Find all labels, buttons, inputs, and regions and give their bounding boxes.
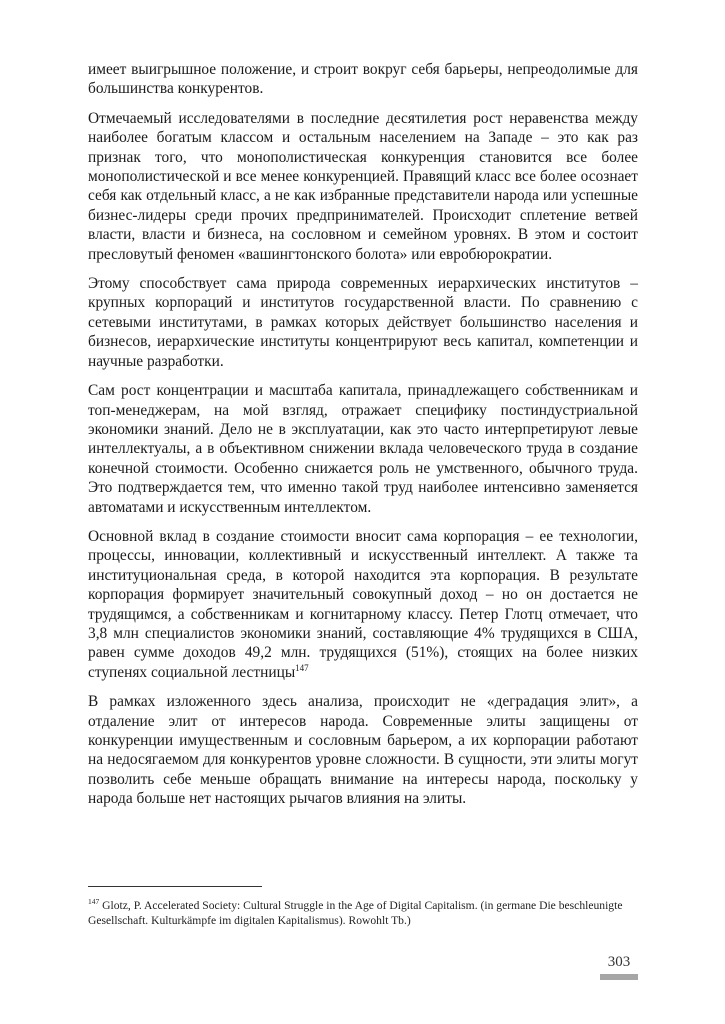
paragraph-5 (88, 527, 638, 682)
paragraph-1: имеет выигрышное положение, и строит вокруг себя барьеры, непреодолимые для большинства конкурентов. (88, 61, 638, 98)
page-body (88, 60, 638, 819)
footnote-reference[interactable]: 147 (295, 662, 309, 673)
footnote (88, 898, 638, 928)
paragraph-6: В рамках изложенного здесь анализа, происходит не «деградация элит», а отдаление элит от интересов народа. Современные элиты защищены от конкуренции имущественным и сословным барьером, а их корпорации работают на недосягаемом для конкурентов уровне сложности. В сущности, эти элиты могут позволить себе меньше обращать внимание на интересы народа, поскольку у народа больше нет настоящих рычагов влияния на элиты. (88, 693, 638, 808)
paragraph-3: Этому способствует сама природа современных иерархических институтов – крупных корпораций и институтов государственной власти. По сравнению с сетевыми институтами, в рамках которых действует большинство населения и бизнесов, иерархические институты концентрируют весь капитал, компетенции и научные разработки. (88, 275, 638, 370)
page-number-bar (600, 974, 638, 980)
footnote-divider (88, 886, 262, 887)
page-number: 303 (607, 954, 631, 970)
paragraph-2: Отмечаемый исследователями в последние десятилетия рост неравенства между наиболее богатым классом и остальным населением на Западе – это как раз признак того, что монополистическая конкуренция становится все более монополистической и все менее конкуренцией. Правящий класс все более осознает себя как отдельный класс, а не как избранные представители народа или успешные бизнес-лидеры среди прочих предпринимателей. Происходит сплетение ветвей власти, власти и бизнеса, на сословном и семейном уровнях. В этом и состоит пресловутый феномен «вашингтонского болота» или евробюрократии. (88, 109, 638, 263)
footnote-text: Glotz, P. Accelerated Society: Cultural Struggle in the Age of Digital Capitalism. (in germane Die beschleunigte Gesellschaft. Kulturkämpfe im digitalen Kapitalismus). Rowohlt Tb.) (88, 899, 623, 927)
paragraph-5-text: Основной вклад в создание стоимости вносит сама корпорация – ее технологии, процессы, инновации, коллективный и искусственный интеллект. А также та институциональная среда, в которой находится эта корпорация. В результате корпорация формирует значительный совокупный доход – но он достается не трудящимся, а собственникам и когнитарному классу. Петер Глотц отмечает, что 3,8 млн специалистов экономики знаний, составляющие 4% трудящихся в США, равен сумме доходов 49,2 млн. трудящихся (51%), стоящих на более низких ступенях социальной лестницы (88, 527, 638, 681)
footnote-number: 147 (88, 897, 100, 907)
paragraph-4: Сам рост концентрации и масштаба капитала, принадлежащего собственникам и топ-менеджерам, на мой взгляд, отражает специфику постиндустриальной экономики знаний. Дело не в эксплуатации, как это часто интерпретируют левые интеллектуалы, а в объективном снижении вклада человеческого труда в создание конечной стоимости. Особенно снижается роль не умственного, обычного труда. Это подтверждается тем, что именно такой труд наиболее интенсивно заменяется автоматами и искусственным интеллектом. (88, 382, 638, 516)
